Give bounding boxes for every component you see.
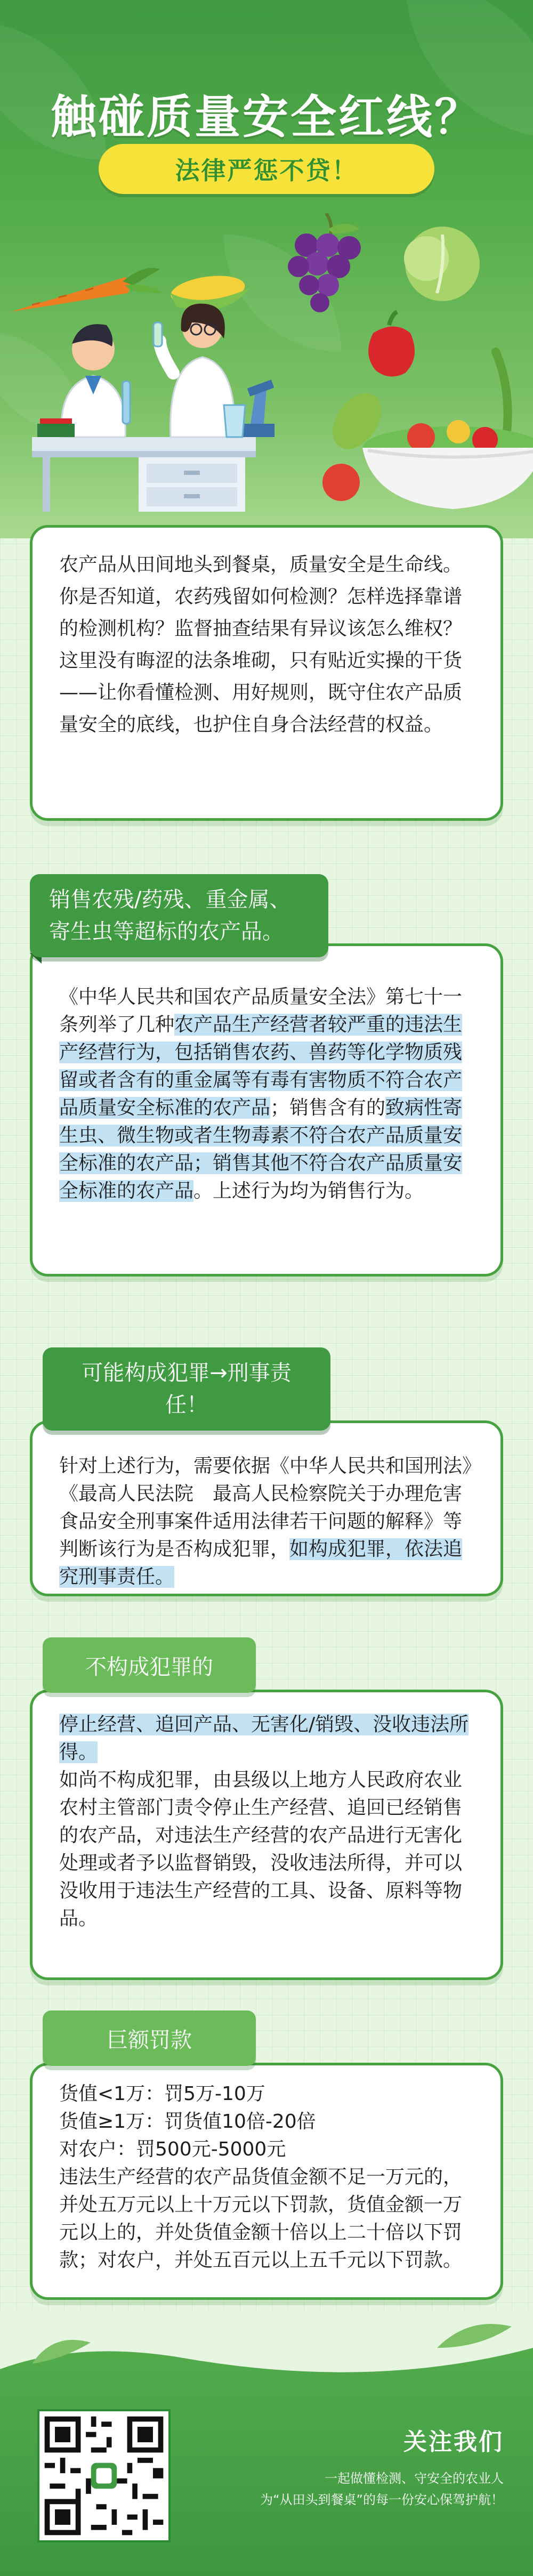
section4-tag-text: 巨额罚款 (107, 2028, 192, 2053)
section2-card (30, 1420, 503, 1596)
footer-decoration (0, 2311, 533, 2407)
corn-icon (169, 272, 251, 311)
salad-bowl-icon (362, 420, 533, 509)
section2-highlight1: 如构成犯罪，依法追究刑事责任。 (59, 1538, 463, 1588)
page-title: 触碰质量安全红线？ (51, 91, 482, 144)
scientist-female-icon (154, 304, 235, 437)
section4-p1: 违法生产经营的农产品货值金额不足一万元的，并处五万元以上十万元以下罚款，货值金额一万元以上的，并处货值金额十倍以上二十倍以下罚款；对农户，并处五百元以上五千元以下罚款。 (59, 2166, 463, 2271)
footer-line2: 为“从田头到餐桌”的每一份安心保驾护航！ (260, 2492, 504, 2507)
fine-line1: 货值<1万：罚5万-10万 (59, 2083, 265, 2105)
section3-p1: 如尚不构成犯罪，由县级以上地方人民政府农业农村主管部门责令停止生产经营、追回已经销售的农产品，对违法生产经营的农产品进行无害化处理或者予以监督销毁，没收违法所得，并可以没收用于违法生产经营的工具、设备、原料等物品。 (59, 1769, 463, 1929)
fine-line2: 货值≥1万：罚货值10倍-20倍 (59, 2111, 316, 2133)
fine-line3: 对农户：罚500元-5000元 (59, 2138, 286, 2160)
microscope-icon (243, 379, 274, 437)
footer-title: 关注我们 (403, 2428, 504, 2456)
section3-highlight-text (59, 1711, 474, 1766)
section2-tag-text: 可能构成犯罪→刑事责任！ (82, 1361, 292, 1417)
section2-text (59, 1452, 474, 1591)
pepper-icon (368, 312, 415, 376)
lab-table (32, 437, 256, 512)
qr-code[interactable] (37, 2409, 171, 2542)
tomato-small-icon (322, 464, 360, 501)
test-tube-icon (123, 381, 130, 424)
section2-tag (43, 1347, 330, 1431)
green-chili-icon (496, 352, 508, 437)
section1-highlight2: 致病性寄生虫、微生物或者生物毒素不符合农产品质量安全标准的农产品；销售其他不符合农产品质量安全标准的农产品 (59, 1097, 463, 1202)
intro-text: 农产品从田间地头到餐桌，质量安全是生命线。你是否知道，农药残留如何检测？怎样选择靠谱的检测机构？监督抽查结果有异议该怎么维权？这里没有晦涩的法条堆砌，只有贴近实操的干货——让你看懂检测、用好规则，既守住农产品质量安全的底线，也护住自身合法经营的权益。 (59, 554, 463, 736)
section1-tag-line2: 寄生虫等超标的农产品。 (49, 919, 284, 944)
section3-tag (43, 1637, 256, 1693)
footer-line1: 一起做懂检测、守安全的农业人 (325, 2471, 504, 2486)
section2-p1: 针对上述行为，需要依据《中华人民共和国刑法》《最高人民法院 最高人民检察院关于办理危害食品安全刑事案件适用法律若干问题的解释》等判断该行为是否构成犯罪， (59, 1455, 472, 1560)
section1-highlight1: 农产品生产经营者较严重的违法生产经营行为，包括销售农药、兽药等化学物质残留或者含有的重金属等有毒有害物质不符合农产品质量安全标准的农产品 (59, 1014, 463, 1119)
section3-highlight1: 停止经营、追回产品、无害化/销毁、没收违法所得。 (59, 1714, 469, 1763)
intro-card (30, 525, 503, 821)
section1-p2: ；销售含有的 (270, 1097, 386, 1119)
section1-text (59, 983, 474, 1205)
lettuce-icon (404, 227, 480, 301)
section4-tag (43, 2010, 256, 2066)
hero-banner (0, 0, 533, 538)
section1-p1: 《中华人民共和国农产品质量安全法》第七十一条列举了几种 (59, 986, 463, 1036)
section3-tag-text: 不构成犯罪的 (85, 1654, 213, 1679)
footer (0, 2311, 533, 2576)
section4-card (30, 2063, 503, 2300)
section1-card (30, 943, 503, 1277)
section1-tag-line1: 销售农残/药残、重金属、 (49, 887, 291, 912)
qr-code-pattern (39, 2411, 168, 2540)
subtitle-text: 法律严惩不贷！ (175, 156, 358, 185)
vegetables-illustration (0, 213, 533, 512)
section1-p3: 。上述行为均为销售行为。 (193, 1180, 424, 1202)
section3-card (30, 1690, 503, 1980)
subtitle-pill (99, 144, 434, 194)
grapes-icon (288, 213, 361, 312)
carrot-icon (11, 268, 163, 312)
section1-tag (30, 874, 328, 957)
